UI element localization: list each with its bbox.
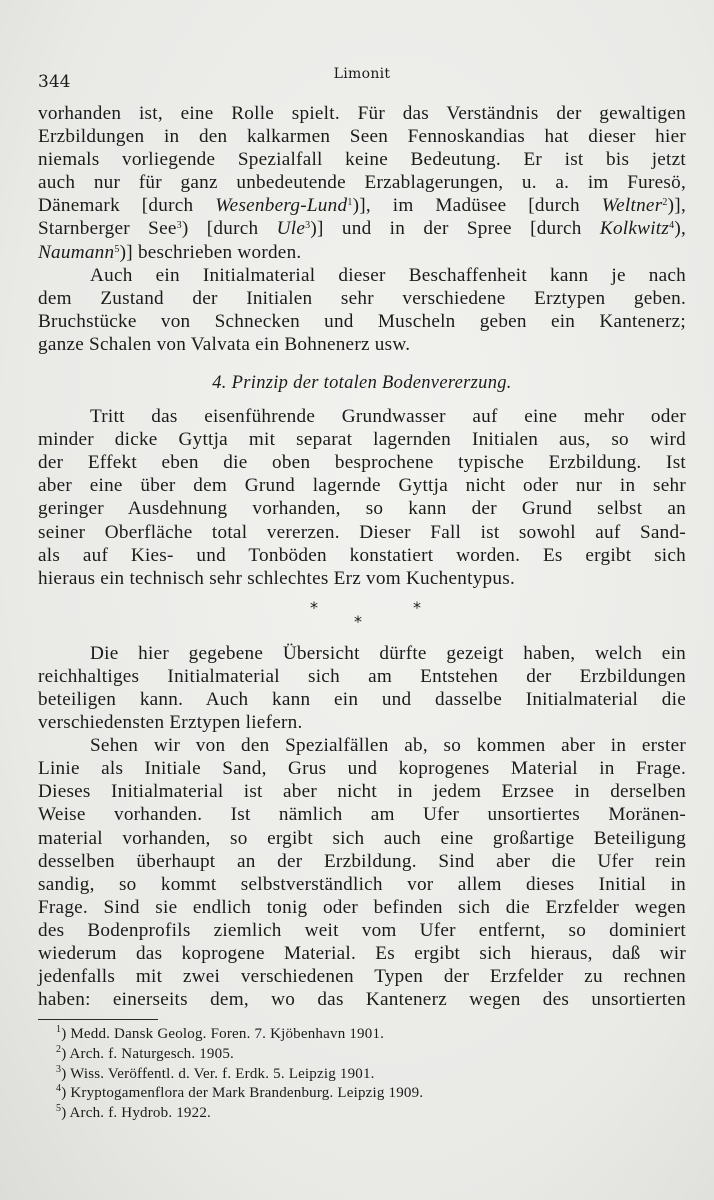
- text-line: Starnberger See$^3$) [durch Ule$^3$)] und in der Spree [durch Kolkwitz$^4$),: [38, 218, 687, 240]
- text-line: minder dicke Gyttja mit separat lagernden Initialen aus, so wird: [38, 429, 686, 451]
- text-line: aber eine über dem Grund lagernde Gyttja nicht oder nur in sehr: [38, 475, 686, 497]
- text-line: geringer Ausdehnung vorhanden, so kann der Grund selbst an: [38, 498, 686, 520]
- paragraph-3: [38, 405, 686, 590]
- running-title: Limonit: [333, 66, 391, 82]
- text-line: Frage. Sind sie endlich tonig oder befinden sich die Erzfelder wegen: [38, 896, 686, 918]
- text-line: Linie als Initiale Sand, Grus und koprogenes Material in Frage.: [38, 758, 686, 780]
- footnote-rule: [38, 1019, 158, 1020]
- footnotes: [56, 1025, 696, 1124]
- footnote: $^1$) Medd. Dansk Geolog. Foren. 7. Kjöbenhavn 1901.: [56, 1024, 385, 1042]
- text-line: Tritt das eisenführende Grundwasser auf eine mehr oder: [90, 406, 686, 428]
- text-line: der Effekt eben die oben besprochene typische Erzbildung. Ist: [38, 452, 686, 474]
- text-line: desselben überhaupt an der Erzbildung. Sind aber die Ufer rein: [38, 850, 686, 872]
- paragraph-2: [38, 264, 686, 356]
- page-number: 344: [38, 72, 71, 92]
- text-line: vorhanden ist, eine Rolle spielt. Für das Verständnis der gewaltigen: [38, 103, 686, 124]
- text-line: ganze Schalen von Valvata ein Bohnenerz usw.: [38, 333, 411, 355]
- text-line: Naumann$^5$)] beschrieben worden.: [38, 241, 302, 263]
- paragraph-4: [38, 642, 686, 734]
- text-line: des Bodenprofils ziemlich weit vom Ufer entfernt, so dominiert: [38, 919, 686, 941]
- text-line: Weise vorhanden. Ist nämlich am Ufer unsortiertes Moränen-: [38, 804, 686, 826]
- section-separator: [38, 594, 686, 638]
- footnote: $^2$) Arch. f. Naturgesch. 1905.: [56, 1043, 234, 1062]
- paragraph-5: [38, 734, 686, 1011]
- running-header: [38, 66, 686, 92]
- paragraph-1: [38, 102, 686, 264]
- asterisk: *: [354, 611, 362, 631]
- text-line: hieraus ein technisch sehr schlechtes Erz vom Kuchentypus.: [38, 567, 515, 589]
- asterisk: *: [310, 597, 318, 617]
- text-line: Die hier gegebene Übersicht dürfte gezeigt haben, welch ein: [90, 642, 686, 664]
- text-line: Erzbildungen in den kalkarmen Seen Fennoskandias hat dieser hier: [38, 126, 686, 148]
- footnote: $^4$) Kryptogamenflora der Mark Brandenburg. Leipzig 1909.: [56, 1083, 424, 1102]
- footnote: $^3$) Wiss. Veröffentl. d. Ver. f. Erdk. 5. Leipzig 1901.: [56, 1063, 375, 1082]
- text-line: Sehen wir von den Spezialfällen ab, so kommen aber in erster: [90, 735, 686, 757]
- section-heading: 4. Prinzip der totalen Bodenvererzung.: [212, 373, 512, 394]
- text-line: Auch ein Initialmaterial dieser Beschaffenheit kann je nach: [90, 264, 686, 286]
- text-line: Bruchstücke von Schnecken und Muscheln geben ein Kantenerz;: [38, 310, 686, 332]
- text-line: beteiligen kann. Auch kann ein und dasselbe Initialmaterial die: [38, 688, 686, 710]
- main-text: [38, 102, 686, 1011]
- text-line: jedenfalls mit zwei verschiedenen Typen der Erzfelder zu rechnen: [38, 966, 686, 988]
- text-line: verschiedensten Erztypen liefern.: [38, 712, 303, 734]
- text-line: haben: einerseits dem, wo das Kantenerz wegen des unsortierten: [38, 989, 686, 1011]
- footnote: $^5$) Arch. f. Hydrob. 1922.: [56, 1103, 211, 1122]
- text-line: material vorhanden, so ergibt sich auch eine großartige Beteiligung: [38, 827, 686, 849]
- text-line: als auf Kies- und Tonböden konstatiert worden. Es ergibt sich: [38, 544, 686, 566]
- text-line: dem Zustand der Initialen sehr verschiedene Erztypen geben.: [38, 287, 686, 309]
- asterisk: *: [413, 597, 421, 617]
- text-line: niemals vorliegende Spezialfall keine Bedeutung. Er ist bis jetzt: [38, 149, 686, 171]
- text-line: auch nur für ganz unbedeutende Erzablagerungen, u. a. im Furesö,: [38, 172, 686, 194]
- text-line: Dänemark [durch Wesenberg-Lund$^1$)], im Madüsee [durch Weltner$^2$)],: [38, 195, 686, 217]
- text-line: Dieses Initialmaterial ist aber nicht in jedem Erzsee in derselben: [38, 781, 686, 803]
- text-line: seiner Oberfläche total vererzen. Dieser Fall ist sowohl auf Sand-: [38, 521, 686, 543]
- text-line: reichhaltiges Initialmaterial sich am Entstehen der Erzbildungen: [38, 665, 686, 687]
- text-line: sandig, so kommt selbstverständlich vor allem dieses Initial in: [38, 873, 686, 895]
- text-line: wiederum das koprogene Material. Es ergibt sich hieraus, daß wir: [38, 943, 686, 964]
